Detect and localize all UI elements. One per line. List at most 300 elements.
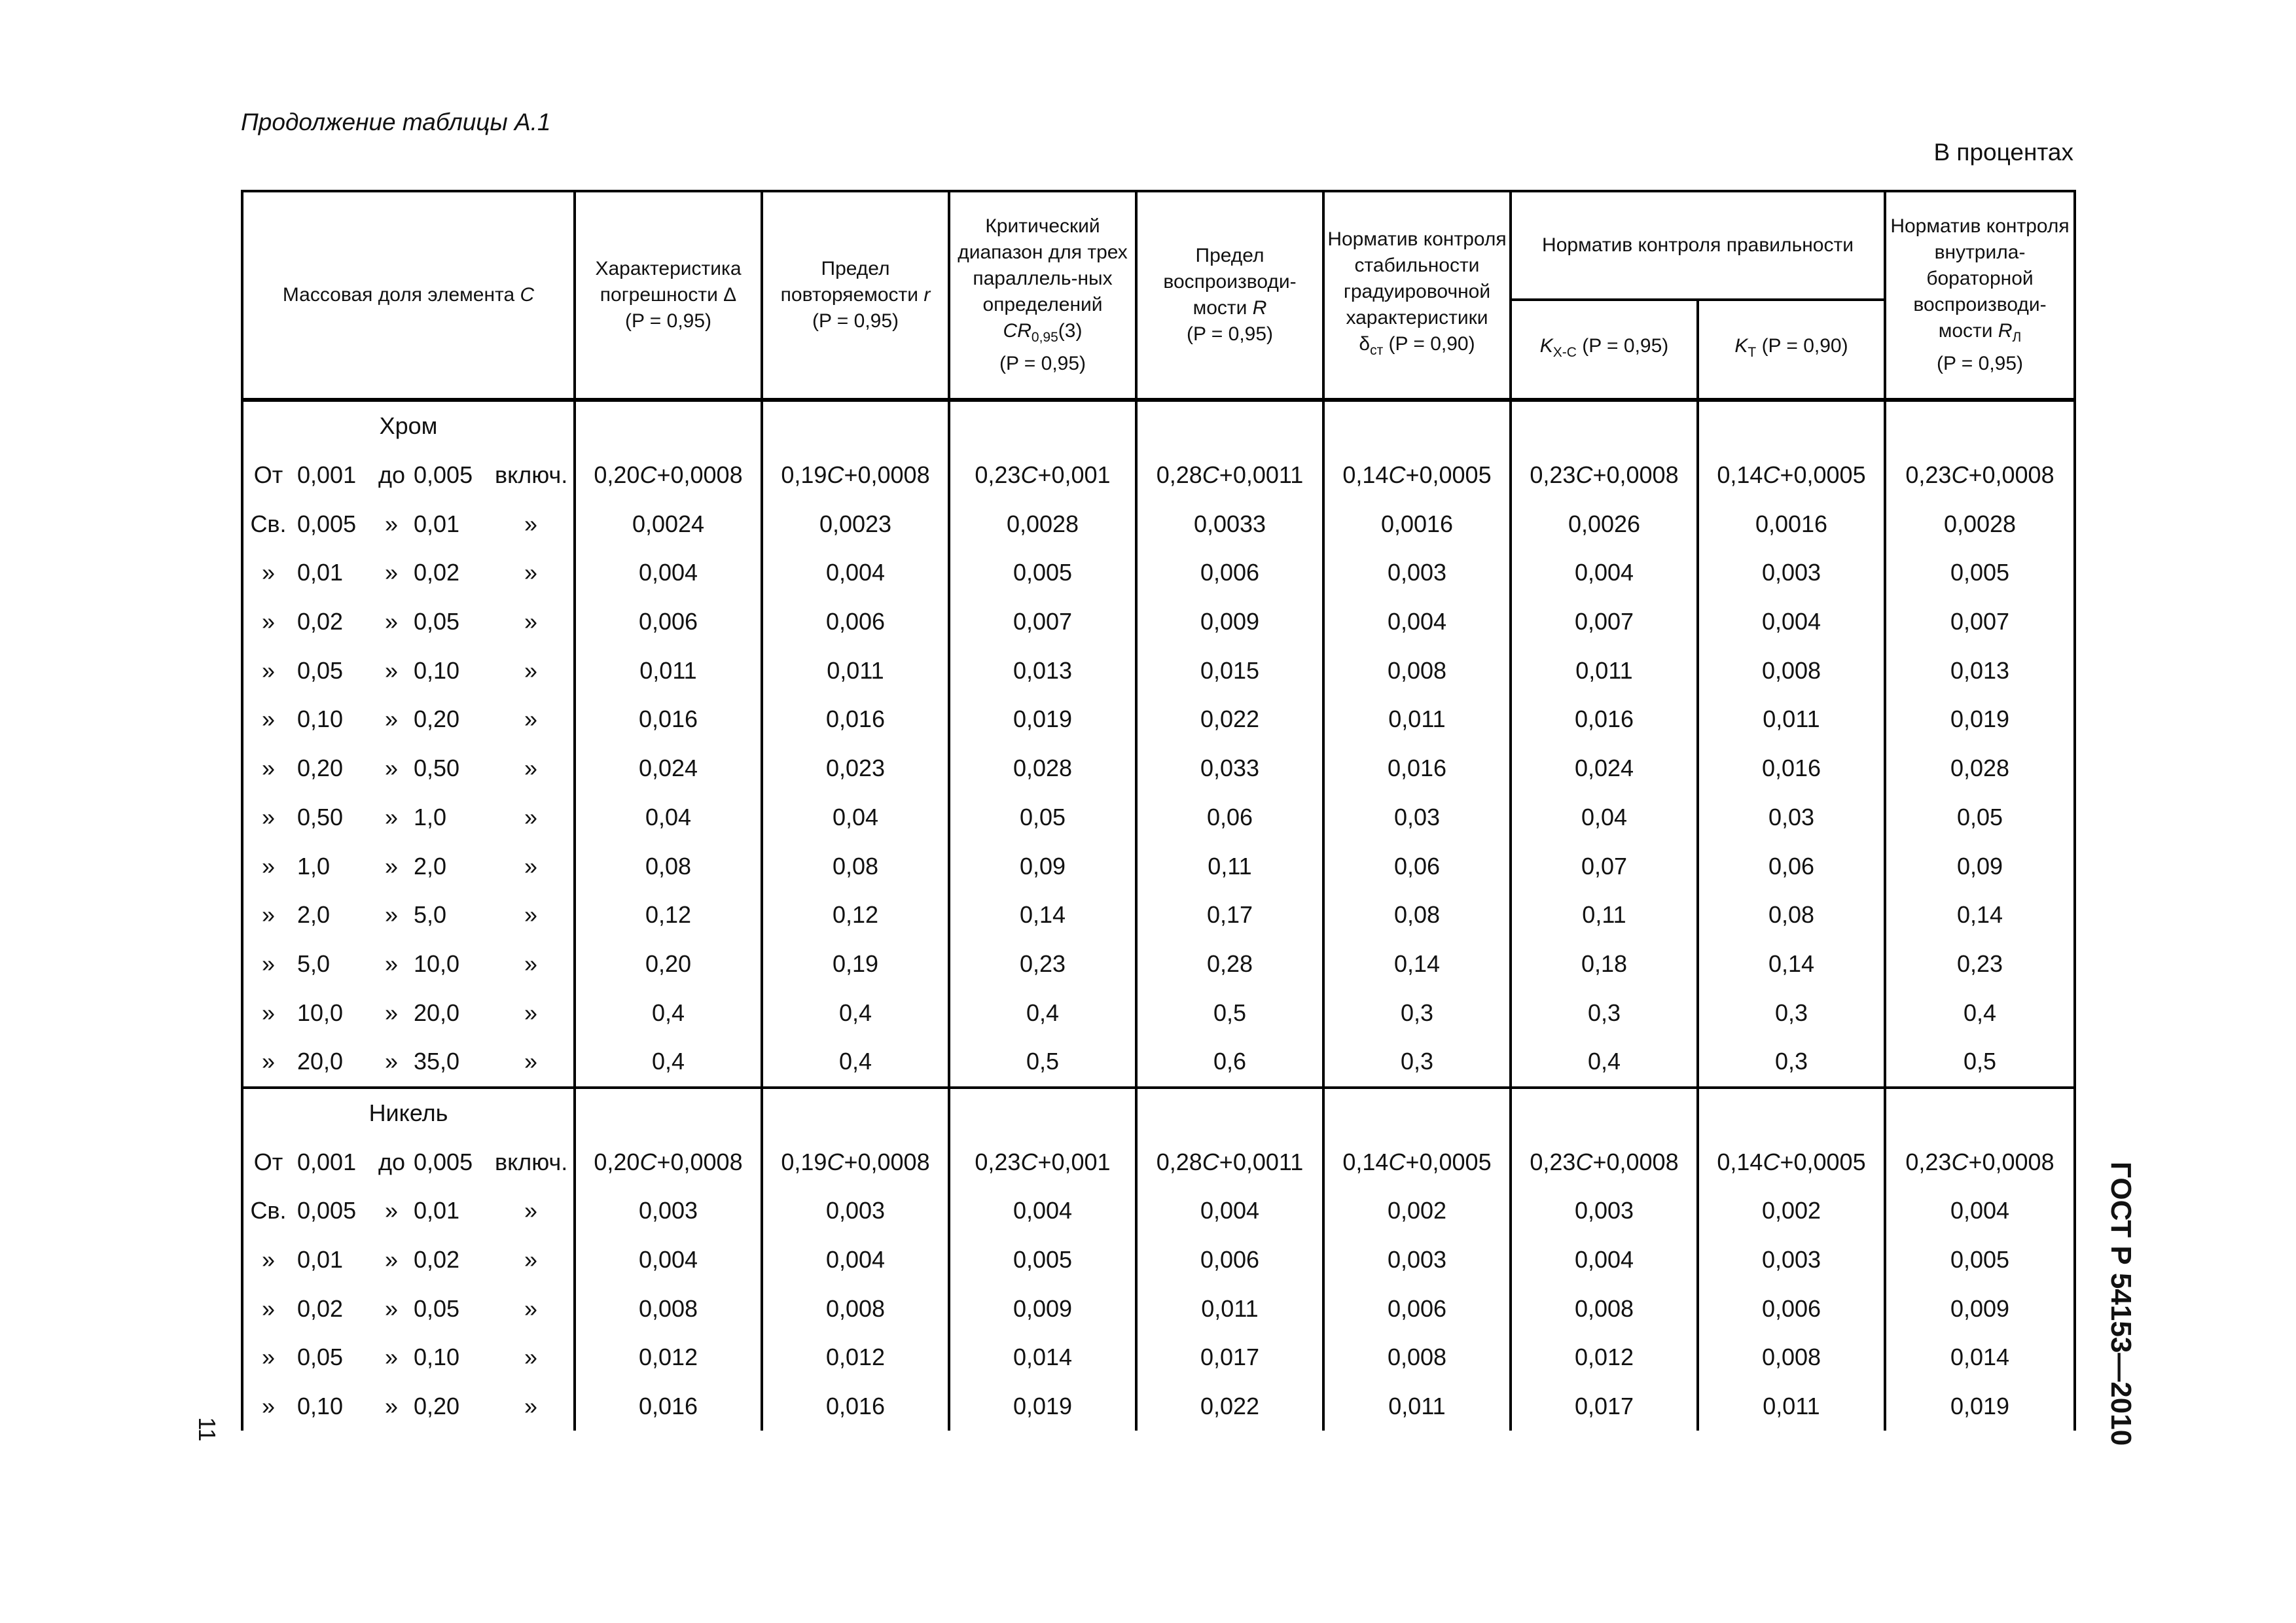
- range-part: 0,001: [297, 1148, 357, 1175]
- value-cell: 0,28C+0,0011: [1136, 451, 1323, 500]
- table-row: [242, 1284, 2075, 1333]
- value-cell: 0,5: [1136, 988, 1323, 1037]
- value-cell: 0,023: [762, 744, 949, 793]
- value-cell: 0,003: [762, 1186, 949, 1236]
- value-cell: 0,23C+0,0008: [1511, 1137, 1698, 1186]
- group-title-row: [242, 400, 2075, 451]
- value-cell: 0,004: [762, 548, 949, 597]
- range-part: »: [524, 999, 538, 1026]
- value-cell: 0,008: [1323, 1333, 1511, 1382]
- range-part: »: [261, 1393, 276, 1420]
- value-cell: 0,28: [1136, 940, 1323, 989]
- value-cell: 0,23: [949, 940, 1136, 989]
- value-cell: 0,003: [1698, 548, 1885, 597]
- value-cell: 0,005: [949, 548, 1136, 597]
- value-cell: 0,016: [762, 1382, 949, 1431]
- range-part: 0,005: [414, 1148, 473, 1175]
- concentration-range: [242, 1284, 575, 1333]
- range-part: »: [261, 559, 276, 586]
- value-cell: 0,004: [949, 1186, 1136, 1236]
- value-cell: 0,011: [575, 646, 762, 695]
- value-cell: 0,0024: [575, 499, 762, 548]
- concentration-range: [242, 1382, 575, 1431]
- value-cell: 0,0023: [762, 499, 949, 548]
- range-part: 0,02: [414, 559, 460, 586]
- value-cell: 0,11: [1136, 842, 1323, 891]
- value-cell: 0,009: [949, 1284, 1136, 1333]
- value-cell: 0,006: [1698, 1284, 1885, 1333]
- value-cell: 0,14C+0,0005: [1698, 1137, 1885, 1186]
- range-part: »: [261, 1294, 276, 1322]
- value-cell: 0,4: [575, 1037, 762, 1088]
- value-cell: 0,3: [1511, 988, 1698, 1037]
- range-part: »: [524, 705, 538, 733]
- range-part: 0,20: [297, 755, 344, 782]
- value-cell: 0,004: [1698, 597, 1885, 647]
- header-accuracy-standard: Норматив контроля правильности: [1511, 191, 1885, 300]
- table-row: [242, 548, 2075, 597]
- range-part: до: [378, 1148, 406, 1175]
- value-cell: 0,6: [1136, 1037, 1323, 1088]
- value-cell: 0,007: [949, 597, 1136, 647]
- value-cell: 0,016: [575, 695, 762, 744]
- value-cell: 0,006: [1136, 548, 1323, 597]
- value-cell: 0,011: [1511, 646, 1698, 695]
- range-part: 0,01: [297, 1246, 344, 1274]
- range-part: до: [378, 461, 406, 489]
- range-part: »: [524, 950, 538, 977]
- value-cell: 0,013: [949, 646, 1136, 695]
- value-cell: 0,08: [575, 842, 762, 891]
- value-cell: 0,008: [575, 1284, 762, 1333]
- value-cell: 0,006: [1136, 1236, 1323, 1285]
- value-cell: 0,3: [1698, 988, 1885, 1037]
- value-cell: 0,5: [949, 1037, 1136, 1088]
- empty-cell: [1323, 400, 1511, 451]
- element-name: Хром: [242, 400, 575, 451]
- value-cell: 0,08: [1698, 891, 1885, 940]
- table-row: [242, 1236, 2075, 1285]
- empty-cell: [949, 400, 1136, 451]
- table-row: [242, 1333, 2075, 1382]
- value-cell: 0,012: [762, 1333, 949, 1382]
- empty-cell: [1698, 400, 1885, 451]
- value-cell: 0,23C+0,001: [949, 1137, 1136, 1186]
- value-cell: 0,0026: [1511, 499, 1698, 548]
- value-cell: 0,19C+0,0008: [762, 1137, 949, 1186]
- value-cell: 0,022: [1136, 1382, 1323, 1431]
- empty-cell: [1136, 400, 1323, 451]
- table-caption: Продолжение таблицы А.1: [241, 109, 551, 135]
- range-part: »: [261, 1246, 276, 1274]
- range-part: 1,0: [414, 803, 447, 830]
- range-part: 20,0: [414, 999, 460, 1026]
- value-cell: 0,015: [1136, 646, 1323, 695]
- range-part: 0,02: [414, 1246, 460, 1274]
- value-cell: 0,0016: [1698, 499, 1885, 548]
- value-cell: 0,012: [575, 1333, 762, 1382]
- range-part: »: [524, 755, 538, 782]
- value-cell: 0,0033: [1136, 499, 1323, 548]
- value-cell: 0,14C+0,0005: [1323, 451, 1511, 500]
- range-part: 0,50: [297, 803, 344, 830]
- range-part: »: [261, 608, 276, 635]
- table-row: [242, 597, 2075, 647]
- value-cell: 0,0028: [1885, 499, 2075, 548]
- value-cell: 0,12: [762, 891, 949, 940]
- value-cell: 0,016: [762, 695, 949, 744]
- range-part: 0,01: [414, 1197, 460, 1224]
- header-kxc: $K_{Х-С}$ (P = 0,95): [1511, 300, 1698, 400]
- concentration-range: [242, 1236, 575, 1285]
- value-cell: 0,0016: [1323, 499, 1511, 548]
- value-cell: 0,016: [1698, 744, 1885, 793]
- concentration-range: [242, 891, 575, 940]
- value-cell: 0,09: [949, 842, 1136, 891]
- value-cell: 0,019: [1885, 695, 2075, 744]
- concentration-range: [242, 646, 575, 695]
- header-intralab-standard: Норматив контроля внутрила-бораторной воспроизводи-мости $R_Л$ (P = 0,95): [1885, 191, 2075, 400]
- value-cell: 0,19C+0,0008: [762, 451, 949, 500]
- range-part: 0,20: [414, 705, 460, 733]
- range-part: »: [261, 1048, 276, 1075]
- value-cell: 0,005: [949, 1236, 1136, 1285]
- value-cell: 0,19: [762, 940, 949, 989]
- range-part: 0,10: [414, 1344, 460, 1371]
- range-part: »: [384, 1294, 399, 1322]
- range-part: 0,01: [297, 559, 344, 586]
- range-part: »: [524, 608, 538, 635]
- table-row: [242, 793, 2075, 842]
- value-cell: 0,003: [1698, 1236, 1885, 1285]
- value-cell: 0,016: [1511, 695, 1698, 744]
- value-cell: 0,23: [1885, 940, 2075, 989]
- header-stability-standard: Норматив контроля стабильности градуировочной характеристики $\delta_{ст}$ (P = 0,90): [1323, 191, 1511, 400]
- range-part: 0,02: [297, 1294, 344, 1322]
- value-cell: 0,28C+0,0011: [1136, 1137, 1323, 1186]
- range-part: »: [384, 1246, 399, 1274]
- range-part: 20,0: [297, 1048, 344, 1075]
- range-part: »: [524, 656, 538, 684]
- header-repeatability-limit: Предел повторяемости r (P = 0,95): [762, 191, 949, 400]
- value-cell: 0,019: [949, 1382, 1136, 1431]
- range-part: »: [384, 608, 399, 635]
- header-error-characteristic: Характеристика погрешности Δ (P = 0,95): [575, 191, 762, 400]
- value-cell: 0,008: [1511, 1284, 1698, 1333]
- range-part: »: [384, 999, 399, 1026]
- value-cell: 0,4: [949, 988, 1136, 1037]
- value-cell: 0,016: [1323, 744, 1511, 793]
- range-part: включ.: [495, 461, 568, 489]
- value-cell: 0,23C+0,0008: [1885, 1137, 2075, 1186]
- value-cell: 0,005: [1885, 548, 2075, 597]
- range-part: »: [524, 1294, 538, 1322]
- range-part: 0,05: [414, 1294, 460, 1322]
- range-part: От: [253, 1148, 283, 1175]
- value-cell: 0,03: [1323, 793, 1511, 842]
- value-cell: 0,011: [1698, 695, 1885, 744]
- value-cell: 0,002: [1323, 1186, 1511, 1236]
- range-part: От: [253, 461, 283, 489]
- range-part: »: [261, 852, 276, 880]
- value-cell: 0,14: [1698, 940, 1885, 989]
- value-cell: 0,04: [575, 793, 762, 842]
- value-cell: 0,07: [1511, 842, 1698, 891]
- value-cell: 0,12: [575, 891, 762, 940]
- concentration-range: [242, 744, 575, 793]
- value-cell: 0,004: [575, 548, 762, 597]
- value-cell: 0,06: [1136, 793, 1323, 842]
- value-cell: 0,011: [1323, 1382, 1511, 1431]
- value-cell: 0,011: [1136, 1284, 1323, 1333]
- range-part: Св.: [250, 510, 287, 537]
- range-part: 0,02: [297, 608, 344, 635]
- range-part: »: [524, 1393, 538, 1420]
- value-cell: 0,03: [1698, 793, 1885, 842]
- range-part: »: [261, 656, 276, 684]
- range-part: »: [384, 755, 399, 782]
- range-part: Св.: [250, 1197, 287, 1224]
- empty-cell: [762, 400, 949, 451]
- value-cell: 0,3: [1323, 1037, 1511, 1088]
- value-cell: 0,20C+0,0008: [575, 1137, 762, 1186]
- empty-cell: [575, 400, 762, 451]
- empty-cell: [762, 1088, 949, 1138]
- value-cell: 0,3: [1698, 1037, 1885, 1088]
- document-code: ГОСТ Р 54153—2010: [2105, 1162, 2137, 1446]
- value-cell: 0,011: [762, 646, 949, 695]
- value-cell: 0,003: [1511, 1186, 1698, 1236]
- table-row: [242, 451, 2075, 500]
- concentration-range: [242, 940, 575, 989]
- value-cell: 0,024: [1511, 744, 1698, 793]
- value-cell: 0,011: [1323, 695, 1511, 744]
- value-cell: 0,14: [1323, 940, 1511, 989]
- table-row: [242, 695, 2075, 744]
- empty-cell: [1885, 400, 2075, 451]
- value-cell: 0,20C+0,0008: [575, 451, 762, 500]
- value-cell: 0,004: [575, 1236, 762, 1285]
- value-cell: 0,009: [1885, 1284, 2075, 1333]
- value-cell: 0,022: [1136, 695, 1323, 744]
- range-part: »: [384, 950, 399, 977]
- range-part: »: [384, 656, 399, 684]
- range-part: 1,0: [297, 852, 331, 880]
- value-cell: 0,23C+0,0008: [1511, 451, 1698, 500]
- value-cell: 0,006: [575, 597, 762, 647]
- range-part: 0,001: [297, 461, 357, 489]
- value-cell: 0,007: [1511, 597, 1698, 647]
- concentration-range: [242, 842, 575, 891]
- table-row: [242, 842, 2075, 891]
- range-part: »: [524, 1048, 538, 1075]
- empty-cell: [1511, 1088, 1698, 1138]
- value-cell: 0,024: [575, 744, 762, 793]
- range-part: »: [261, 705, 276, 733]
- value-cell: 0,4: [762, 1037, 949, 1088]
- empty-cell: [1885, 1088, 2075, 1138]
- value-cell: 0,06: [1698, 842, 1885, 891]
- value-cell: 0,18: [1511, 940, 1698, 989]
- range-part: 5,0: [414, 901, 447, 929]
- value-cell: 0,004: [1323, 597, 1511, 647]
- value-cell: 0,14: [949, 891, 1136, 940]
- range-part: »: [384, 510, 399, 537]
- concentration-range: [242, 1186, 575, 1236]
- value-cell: 0,0028: [949, 499, 1136, 548]
- range-part: 10,0: [297, 999, 344, 1026]
- group-chromium: [242, 400, 2075, 1088]
- value-cell: 0,033: [1136, 744, 1323, 793]
- value-cell: 0,08: [1323, 891, 1511, 940]
- value-cell: 0,005: [1885, 1236, 2075, 1285]
- table-row: [242, 646, 2075, 695]
- value-cell: 0,06: [1323, 842, 1511, 891]
- range-part: »: [524, 803, 538, 830]
- range-part: 0,10: [297, 1393, 344, 1420]
- value-cell: 0,014: [1885, 1333, 2075, 1382]
- data-table: [241, 190, 2076, 1431]
- value-cell: 0,003: [1323, 1236, 1511, 1285]
- range-part: »: [261, 950, 276, 977]
- table-row: [242, 1382, 2075, 1431]
- range-part: »: [384, 1048, 399, 1075]
- value-cell: 0,5: [1885, 1037, 2075, 1088]
- value-cell: 0,11: [1511, 891, 1698, 940]
- header-mass-fraction: Массовая доля элемента C: [242, 191, 575, 400]
- value-cell: 0,3: [1323, 988, 1511, 1037]
- range-part: 10,0: [414, 950, 460, 977]
- value-cell: 0,004: [1511, 548, 1698, 597]
- range-part: 2,0: [414, 852, 447, 880]
- value-cell: 0,08: [762, 842, 949, 891]
- range-part: »: [384, 803, 399, 830]
- table-row: [242, 1037, 2075, 1088]
- range-part: 5,0: [297, 950, 331, 977]
- concentration-range: [242, 597, 575, 647]
- concentration-range: [242, 1137, 575, 1186]
- concentration-range: [242, 695, 575, 744]
- value-cell: 0,17: [1136, 891, 1323, 940]
- range-part: »: [524, 852, 538, 880]
- table-row: [242, 1186, 2075, 1236]
- value-cell: 0,4: [1511, 1037, 1698, 1088]
- value-cell: 0,028: [949, 744, 1136, 793]
- empty-cell: [949, 1088, 1136, 1138]
- units-note: В процентах: [1933, 139, 2073, 166]
- range-part: »: [384, 901, 399, 929]
- range-part: »: [524, 1344, 538, 1371]
- value-cell: 0,04: [1511, 793, 1698, 842]
- range-part: 0,01: [414, 510, 460, 537]
- value-cell: 0,004: [762, 1236, 949, 1285]
- table-row: [242, 1137, 2075, 1186]
- range-part: »: [524, 559, 538, 586]
- concentration-range: [242, 548, 575, 597]
- range-part: 0,005: [414, 461, 473, 489]
- value-cell: 0,014: [949, 1333, 1136, 1382]
- value-cell: 0,14C+0,0005: [1323, 1137, 1511, 1186]
- header-critical-range: Критический диапазон для трех параллель-ных определений $CR_{0,95}(3)$ (P = 0,95): [949, 191, 1136, 400]
- value-cell: 0,008: [1698, 646, 1885, 695]
- header-kt: $K_Т$ (P = 0,90): [1698, 300, 1885, 400]
- page-number: 11: [194, 1417, 221, 1442]
- value-cell: 0,012: [1511, 1333, 1698, 1382]
- range-part: 0,10: [414, 656, 460, 684]
- value-cell: 0,14: [1885, 891, 2075, 940]
- empty-cell: [1511, 400, 1698, 451]
- value-cell: 0,009: [1136, 597, 1323, 647]
- concentration-range: [242, 793, 575, 842]
- value-cell: 0,007: [1885, 597, 2075, 647]
- value-cell: 0,003: [575, 1186, 762, 1236]
- value-cell: 0,20: [575, 940, 762, 989]
- range-part: »: [384, 1197, 399, 1224]
- table-header: [242, 191, 2075, 400]
- concentration-range: [242, 1037, 575, 1088]
- value-cell: 0,23C+0,001: [949, 451, 1136, 500]
- value-cell: 0,011: [1698, 1382, 1885, 1431]
- range-part: 2,0: [297, 901, 331, 929]
- value-cell: 0,14C+0,0005: [1698, 451, 1885, 500]
- value-cell: 0,017: [1136, 1333, 1323, 1382]
- empty-cell: [1136, 1088, 1323, 1138]
- empty-cell: [1323, 1088, 1511, 1138]
- range-part: »: [384, 1344, 399, 1371]
- value-cell: 0,003: [1323, 548, 1511, 597]
- range-part: 0,05: [297, 1344, 344, 1371]
- value-cell: 0,017: [1511, 1382, 1698, 1431]
- range-part: »: [261, 1344, 276, 1371]
- range-part: »: [261, 901, 276, 929]
- value-cell: 0,004: [1511, 1236, 1698, 1285]
- range-part: »: [384, 705, 399, 733]
- range-part: »: [384, 852, 399, 880]
- range-part: 0,20: [414, 1393, 460, 1420]
- value-cell: 0,019: [1885, 1382, 2075, 1431]
- range-part: 0,05: [297, 656, 344, 684]
- range-part: »: [261, 999, 276, 1026]
- value-cell: 0,4: [762, 988, 949, 1037]
- range-part: 0,10: [297, 705, 344, 733]
- range-part: »: [261, 755, 276, 782]
- value-cell: 0,008: [1323, 646, 1511, 695]
- value-cell: 0,002: [1698, 1186, 1885, 1236]
- value-cell: 0,04: [762, 793, 949, 842]
- range-part: 35,0: [414, 1048, 460, 1075]
- group-nickel: [242, 1088, 2075, 1431]
- value-cell: 0,016: [575, 1382, 762, 1431]
- table-row: [242, 891, 2075, 940]
- table-row: [242, 744, 2075, 793]
- range-part: 0,50: [414, 755, 460, 782]
- range-part: 0,05: [414, 608, 460, 635]
- range-part: »: [524, 510, 538, 537]
- range-part: »: [384, 559, 399, 586]
- value-cell: 0,4: [575, 988, 762, 1037]
- range-part: 0,005: [297, 1197, 357, 1224]
- concentration-range: [242, 988, 575, 1037]
- value-cell: 0,09: [1885, 842, 2075, 891]
- range-part: »: [524, 1197, 538, 1224]
- value-cell: 0,004: [1136, 1186, 1323, 1236]
- value-cell: 0,028: [1885, 744, 2075, 793]
- value-cell: 0,4: [1885, 988, 2075, 1037]
- value-cell: 0,019: [949, 695, 1136, 744]
- range-part: 0,005: [297, 510, 357, 537]
- empty-cell: [1698, 1088, 1885, 1138]
- table-row: [242, 988, 2075, 1037]
